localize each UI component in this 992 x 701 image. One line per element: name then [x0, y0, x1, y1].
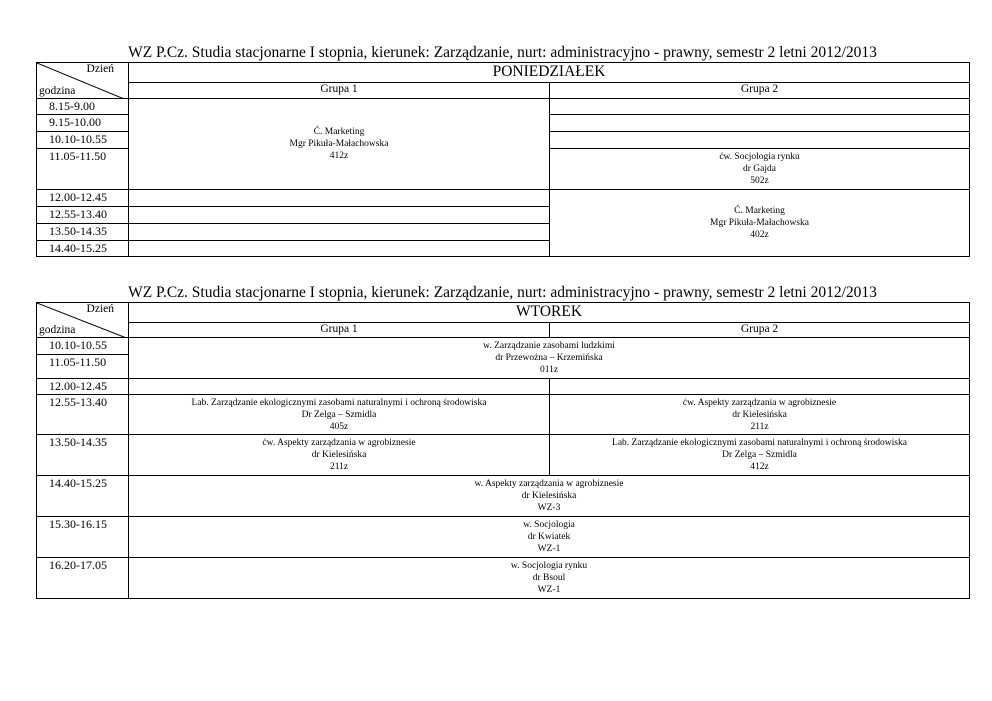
class-room: 211z: [329, 462, 349, 472]
tuesday-schedule: [36, 284, 969, 599]
class-subject: Ć. Marketing: [313, 127, 365, 137]
group2-header: Grupa 2: [550, 83, 970, 99]
class-room: 412z: [750, 462, 769, 472]
class-teacher: dr Bsoul: [532, 573, 566, 583]
class-subject: w. Socjologia rynku: [510, 561, 588, 571]
time-slot: 15.30-16.15: [37, 517, 129, 558]
class-cell: [550, 395, 970, 435]
class-cell: [550, 149, 970, 190]
day-label: Dzień: [86, 63, 114, 75]
time-slot: 13.50-14.35: [37, 224, 129, 241]
class-teacher: Dr Zelga – Szmidla: [301, 409, 377, 420]
class-room: 402z: [750, 230, 769, 240]
time-slot: 10.10-10.55: [37, 338, 129, 355]
class-room: 011z: [539, 365, 559, 375]
time-slot: 9.15-10.00: [37, 115, 129, 132]
class-subject: Ć. Marketing: [734, 206, 785, 216]
class-teacher: dr Gajda: [743, 164, 776, 174]
class-cell: [129, 435, 550, 476]
class-subject: ćw. Aspekty zarządzania w agrobiznesie: [682, 397, 837, 408]
class-teacher: dr Kielesińska: [732, 409, 787, 420]
day-label: Dzień: [86, 303, 114, 315]
empty-cell: [129, 190, 550, 207]
empty-cell: [129, 224, 550, 241]
time-slot: 11.05-11.50: [37, 355, 129, 379]
class-cell: [129, 395, 550, 435]
class-cell: [550, 435, 970, 476]
class-teacher: Mgr Pikuła-Małachowska: [289, 139, 389, 149]
class-room: 211z: [750, 421, 769, 432]
class-teacher: Dr Zelga – Szmidla: [722, 450, 797, 460]
class-teacher: dr Kielesińska: [311, 450, 367, 460]
time-slot: 10.10-10.55: [37, 132, 129, 149]
day-header-monday: PONIEDZIAŁEK: [129, 63, 970, 83]
class-cell: [550, 190, 970, 257]
time-slot: 13.50-14.35: [37, 435, 129, 476]
time-slot: 8.15-9.00: [37, 99, 129, 115]
day-header-tuesday: WTOREK: [129, 303, 970, 323]
class-subject: w. Socjologia: [523, 520, 575, 530]
time-slot: 12.55-13.40: [37, 395, 129, 435]
class-teacher: dr Kielesińska: [521, 491, 577, 501]
class-room: WZ-1: [537, 585, 561, 595]
hour-label: godzina: [39, 324, 76, 336]
monday-schedule: [36, 44, 969, 257]
empty-cell: [550, 99, 970, 115]
class-subject: Lab. Zarządzanie ekologicznymi zasobami naturalnymi i ochroną środowiska: [612, 438, 907, 448]
time-slot: 12.55-13.40: [37, 207, 129, 224]
class-room: WZ-3: [537, 503, 561, 513]
time-slot: 12.00-12.45: [37, 190, 129, 207]
monday-table: [36, 62, 970, 257]
empty-cell: [129, 207, 550, 224]
corner-header: [37, 63, 129, 99]
empty-cell: [550, 379, 970, 395]
empty-cell: [550, 132, 970, 149]
group1-header: Grupa 1: [129, 83, 550, 99]
empty-cell: [550, 115, 970, 132]
hour-label: godzina: [39, 85, 76, 97]
group1-header: Grupa 1: [129, 323, 550, 338]
class-teacher: Mgr Pikuła-Małachowska: [710, 218, 809, 228]
class-cell: [129, 558, 970, 599]
tuesday-table: [36, 302, 970, 599]
class-room: 502z: [750, 176, 769, 186]
time-slot: 12.00-12.45: [37, 379, 129, 395]
class-room: 405z: [329, 421, 349, 432]
class-cell: [129, 476, 970, 517]
group2-header: Grupa 2: [550, 323, 970, 338]
class-cell: [129, 99, 550, 190]
monday-title: WZ P.Cz. Studia stacjonarne I stopnia, kierunek: Zarządzanie, nurt: administracyjno - prawny, semestr 2 letni 2012/2013: [128, 44, 877, 61]
class-cell: [129, 338, 970, 379]
class-room: WZ-1: [537, 544, 561, 554]
class-subject: Lab. Zarządzanie ekologicznymi zasobami naturalnymi i ochroną środowiska: [191, 397, 487, 408]
class-subject: ćw. Aspekty zarządzania w agrobiznesie: [262, 438, 416, 448]
time-slot: 14.40-15.25: [37, 241, 129, 257]
corner-header: [37, 303, 129, 338]
class-subject: ćw. Socjologia rynku: [719, 152, 800, 162]
empty-cell: [129, 379, 550, 395]
class-teacher: dr Przewożna – Krzemińska: [495, 353, 603, 363]
class-subject: w. Zarządzanie zasobami ludzkimi: [483, 341, 615, 351]
class-teacher: dr Kwiatek: [527, 532, 571, 542]
time-slot: 16.20-17.05: [37, 558, 129, 599]
tuesday-title: WZ P.Cz. Studia stacjonarne I stopnia, kierunek: Zarządzanie, nurt: administracyjno - prawny, semestr 2 letni 2012/2013: [128, 284, 877, 301]
time-slot: 14.40-15.25: [37, 476, 129, 517]
time-slot: 11.05-11.50: [37, 149, 129, 190]
class-cell: [129, 517, 970, 558]
class-subject: w. Aspekty zarządzania w agrobiznesie: [474, 479, 624, 489]
class-room: 412z: [329, 151, 349, 161]
empty-cell: [129, 241, 550, 257]
